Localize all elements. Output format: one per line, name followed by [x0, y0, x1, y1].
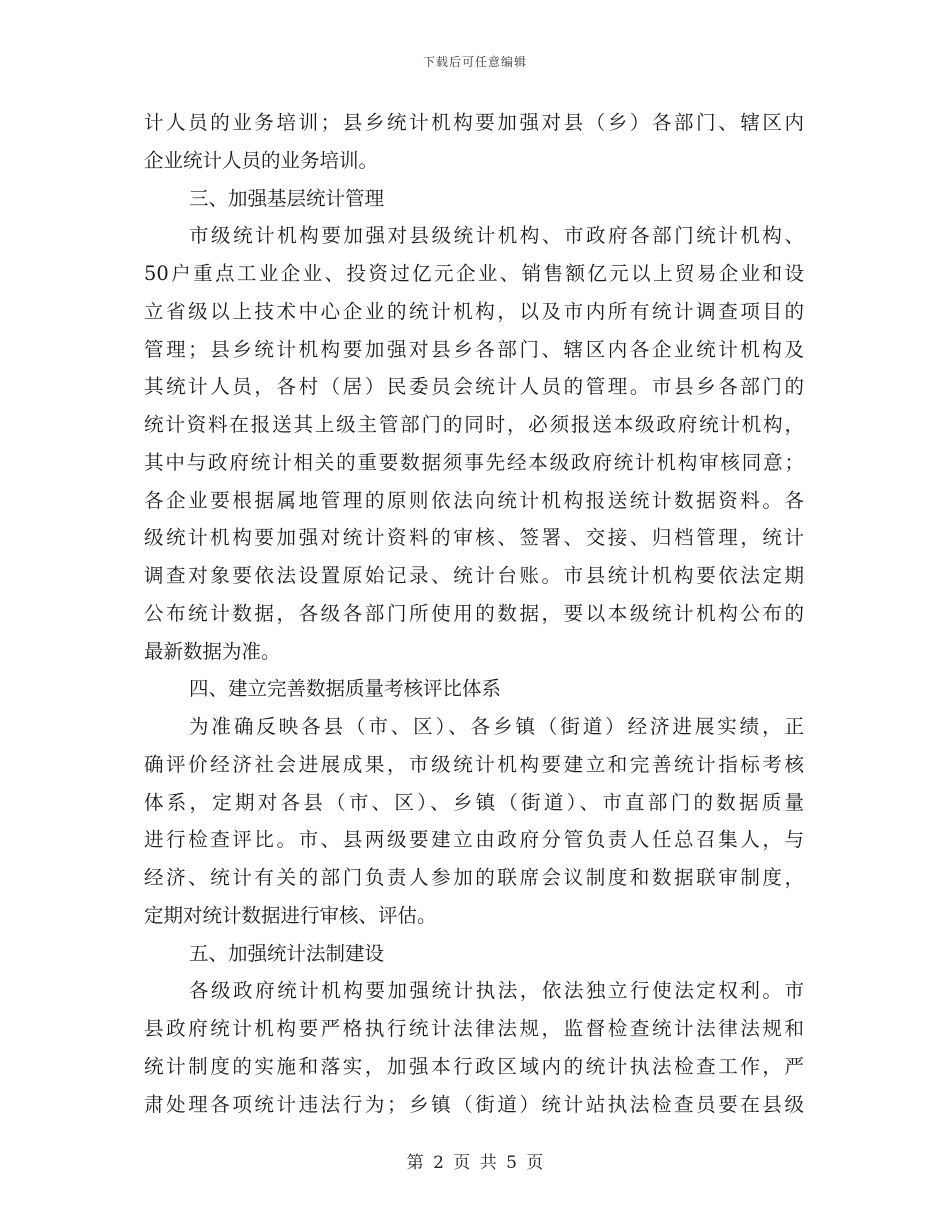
text-line: 立省级以上技术中心企业的统计机构，以及市内所有统计调查项目的	[144, 299, 804, 323]
text-line: 级统计机构要加强对统计资料的审核、签署、交接、归档管理，统计	[144, 526, 804, 550]
text-line: 为准确反映各县（市、区）、各乡镇（街道）经济进展实绩，正	[189, 715, 804, 738]
header-note: 下载后可任意编辑	[422, 55, 527, 69]
text-line: 统计资料在报送其上级主管部门的同时，必须报送本级政府统计机构，	[144, 413, 804, 436]
text-line: 50户重点工业企业、投资过亿元企业、销售额亿元以上贸易企业和设	[144, 262, 804, 285]
text-line: 其统计人员，各村（居）民委员会统计人员的管理。市县乡各部门的	[144, 375, 804, 399]
text-line: 四、建立完善数据质量考核评比体系	[189, 677, 502, 701]
text-line: 计人员的业务培训；县乡统计机构要加强对县（乡）各部门、辖区内	[144, 111, 804, 134]
text-line: 各级政府统计机构要加强统计执法，依法独立行使法定权利。市	[189, 979, 804, 1003]
text-line: 企业统计人员的业务培训。	[144, 148, 379, 172]
text-line: 统计制度的实施和落实，加强本行政区域内的统计执法检查工作，严	[144, 1054, 804, 1078]
text-line: 三、加强基层统计管理	[189, 186, 385, 210]
text-line: 定期对统计数据进行审核、评估。	[144, 903, 437, 927]
text-line: 肃处理各项统计违法行为；乡镇（街道）统计站执法检查员要在县级	[144, 1092, 804, 1116]
text-line: 确评价经济社会进展成果，市级统计机构要建立和完善统计指标考核	[144, 752, 804, 776]
text-line: 各企业要根据属地管理的原则依法向统计机构报送统计数据资料。各	[144, 488, 804, 512]
text-line: 进行检查评比。市、县两级要建立由政府分管负责人任总召集人，与	[144, 828, 804, 852]
text-line: 经济、统计有关的部门负责人参加的联席会议制度和数据联审制度，	[144, 866, 804, 889]
text-line: 市级统计机构要加强对县级统计机构、市政府各部门统计机构、	[189, 224, 804, 248]
text-line: 最新数据为准。	[144, 639, 281, 663]
text-line: 管理；县乡统计机构要加强对县乡各部门、辖区内各企业统计机构及	[144, 337, 804, 361]
text-line: 其中与政府统计相关的重要数据须事先经本级政府统计机构审核同意；	[144, 450, 804, 474]
text-line: 调查对象要依法设置原始记录、统计台账。市县统计机构要依法定期	[144, 564, 804, 587]
page-number-footer: 第 2 页 共 5 页	[406, 1153, 544, 1173]
text-line: 五、加强统计法制建设	[189, 941, 385, 965]
text-line: 县政府统计机构要严格执行统计法律法规，监督检查统计法律法规和	[144, 1017, 804, 1040]
document-body	[144, 104, 804, 1123]
text-line: 体系，定期对各县（市、区）、乡镇（街道）、市直部门的数据质量	[144, 790, 804, 814]
text-line: 公布统计数据，各级各部门所使用的数据，要以本级统计机构公布的	[144, 601, 804, 625]
